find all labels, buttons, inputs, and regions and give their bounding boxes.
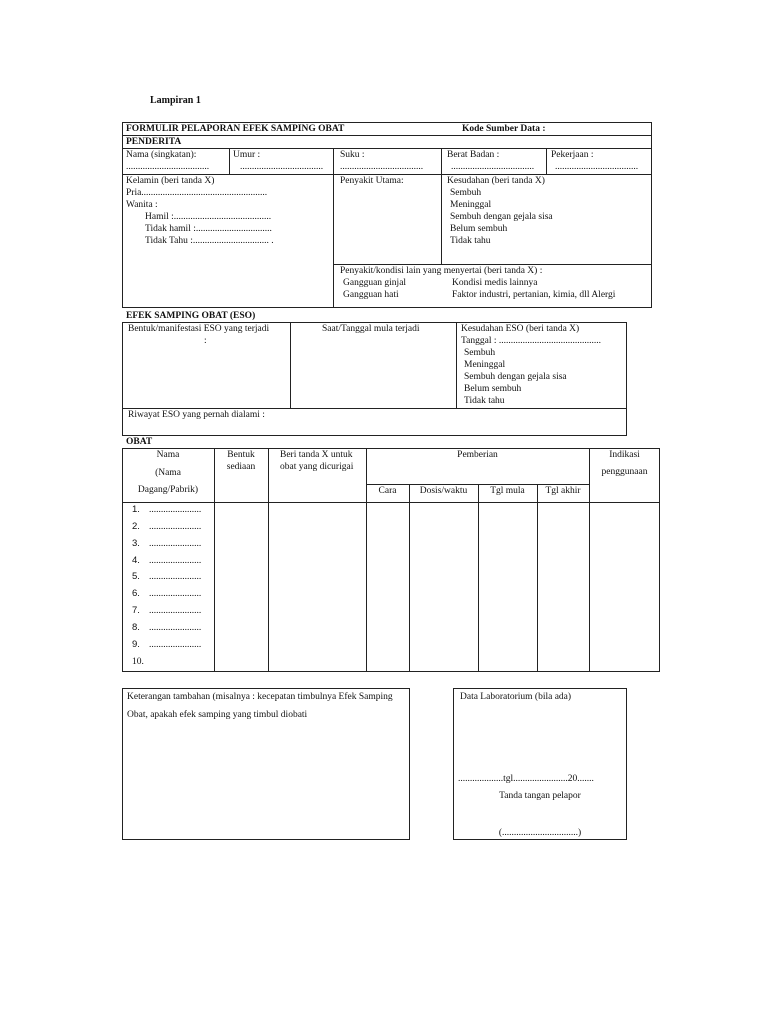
col-beri-tanda-sub: obat yang dicurigai: [280, 462, 354, 472]
row-field[interactable]: ......................: [149, 522, 202, 532]
pria-field[interactable]: Pria.....................................................: [126, 188, 268, 198]
gangguan-ginjal-option[interactable]: Gangguan ginjal: [343, 278, 407, 288]
row-field[interactable]: ......................: [149, 640, 202, 650]
kesudahan-option[interactable]: Tidak tahu: [450, 236, 491, 246]
lab-data-title: Data Laboratorium (bila ada): [460, 692, 572, 702]
faktor-industri-option[interactable]: Faktor industri, pertanian, kimia, dll Alergi: [452, 290, 616, 300]
hamil-field[interactable]: Hamil :.........................................: [145, 212, 272, 222]
kesudahan-label: Kesudahan (beri tanda X): [447, 176, 545, 186]
nama-field[interactable]: ...................................: [126, 162, 210, 172]
kesudahan-eso-label: Kesudahan ESO (beri tanda X): [461, 324, 580, 334]
col-tgl-akhir: Tgl akhir: [545, 486, 581, 496]
row-field[interactable]: ......................: [149, 539, 202, 549]
kelamin-label: Kelamin (beri tanda X): [126, 176, 215, 186]
kesudahan-option[interactable]: Meninggal: [450, 200, 492, 210]
tidak-hamil-field[interactable]: Tidak hamil :................................: [145, 224, 272, 234]
row-field[interactable]: ......................: [149, 623, 202, 633]
col-dosis: Dosis/waktu: [419, 486, 468, 496]
bentuk-eso-label: Bentuk/manifestasi ESO yang terjadi: [128, 324, 270, 334]
keterangan-line1: Keterangan tambahan (misalnya : kecepatan timbulnya Efek Samping: [127, 692, 393, 702]
keterangan-box[interactable]: [122, 688, 410, 840]
eso-kesudahan-option[interactable]: Meninggal: [464, 360, 506, 370]
penderita-heading: PENDERITA: [126, 137, 182, 147]
kesudahan-option[interactable]: Sembuh dengan gejala sisa: [450, 212, 553, 222]
row-field[interactable]: ......................: [149, 589, 202, 599]
tanggal-field[interactable]: Tanggal : ...........................................: [461, 336, 601, 346]
eso-heading: EFEK SAMPING OBAT (ESO): [126, 311, 256, 321]
lampiran-label: Lampiran 1: [150, 95, 201, 106]
nama-label: Nama (singkatan):: [126, 150, 197, 160]
suku-label: Suku :: [340, 150, 365, 160]
kesudahan-option[interactable]: Belum sembuh: [450, 224, 508, 234]
col-nama-sub2: Dagang/Pabrik): [137, 485, 199, 495]
kondisi-medis-option[interactable]: Kondisi medis lainnya: [452, 278, 538, 288]
form-title: FORMULIR PELAPORAN EFEK SAMPING OBAT: [126, 124, 345, 134]
saat-tanggal-label: Saat/Tanggal mula terjadi: [322, 324, 420, 334]
obat-heading: OBAT: [126, 437, 153, 447]
lab-data-box[interactable]: [453, 688, 627, 840]
penyakit-lain-label: Penyakit/kondisi lain yang menyertai (beri tanda X) :: [340, 266, 543, 276]
obat-table: [122, 448, 660, 672]
riwayat-eso-label: Riwayat ESO yang pernah dialami :: [128, 410, 265, 420]
col-nama-sub: (Nama: [155, 468, 181, 478]
col-bentuk: Bentuk: [227, 450, 255, 460]
row-number: 6.: [132, 588, 140, 599]
row-number: 5.: [132, 571, 140, 582]
row-field[interactable]: ......................: [149, 572, 202, 582]
wanita-label: Wanita :: [126, 200, 158, 210]
row-field[interactable]: ......................: [149, 606, 202, 616]
row-field[interactable]: ......................: [149, 505, 202, 515]
col-indikasi-sub: penggunaan: [601, 467, 648, 477]
row-number: 9.: [132, 639, 140, 650]
row-number: 2.: [132, 521, 140, 532]
col-beri-tanda: Beri tanda X untuk: [280, 450, 353, 460]
row-field[interactable]: ......................: [149, 556, 202, 566]
kode-sumber-data: Kode Sumber Data :: [462, 124, 546, 134]
kesudahan-option[interactable]: Sembuh: [450, 188, 482, 198]
col-nama: Nama: [156, 450, 180, 460]
tidak-tahu-field[interactable]: Tidak Tahu :................................ .: [145, 236, 274, 246]
row-number: 7.: [132, 605, 140, 616]
tanda-tangan-label: Tanda tangan pelapor: [499, 791, 581, 801]
col-tgl-mula: Tgl mula: [490, 486, 525, 496]
penyakit-utama-label: Penyakit Utama:: [340, 176, 404, 186]
row-number: 8.: [132, 622, 140, 633]
keterangan-line2: Obat, apakah efek samping yang timbul diobati: [127, 710, 308, 720]
berat-badan-label: Berat Badan :: [447, 150, 500, 160]
eso-kesudahan-option[interactable]: Belum sembuh: [464, 384, 522, 394]
eso-kesudahan-option[interactable]: Sembuh dengan gejala sisa: [464, 372, 567, 382]
berat-badan-field[interactable]: ...................................: [451, 162, 535, 172]
umur-label: Umur :: [233, 150, 261, 160]
eso-kesudahan-option[interactable]: Sembuh: [464, 348, 496, 358]
gangguan-hati-option[interactable]: Gangguan hati: [343, 290, 399, 300]
pekerjaan-label: Pekerjaan :: [551, 150, 594, 160]
col-bentuk-sub: sediaan: [226, 462, 256, 472]
col-indikasi: Indikasi: [609, 450, 640, 460]
pekerjaan-field[interactable]: ...................................: [555, 162, 639, 172]
col-pemberian: Pemberian: [457, 450, 498, 460]
row-number: 4.: [132, 555, 140, 566]
umur-field[interactable]: ...................................: [240, 162, 324, 172]
tanggal-pelapor-field[interactable]: ...................tgl.......................20.......: [458, 774, 594, 784]
row-number: 1.: [132, 504, 140, 515]
col-cara: Cara: [378, 486, 397, 496]
nama-pelapor-field[interactable]: (................................): [498, 828, 582, 838]
eso-kesudahan-option[interactable]: Tidak tahu: [464, 396, 505, 406]
suku-field[interactable]: ...................................: [340, 162, 424, 172]
row-number: 10.: [132, 657, 144, 667]
row-number: 3.: [132, 538, 140, 549]
bentuk-eso-colon: :: [204, 336, 207, 346]
